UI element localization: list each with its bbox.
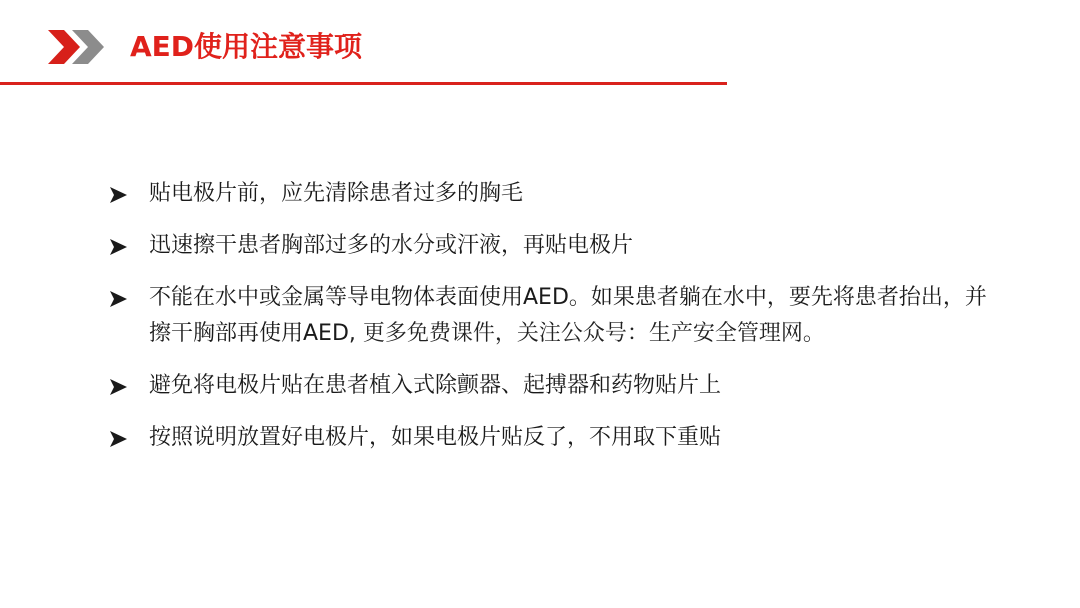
bullet-item bbox=[108, 280, 988, 352]
bullet-list bbox=[108, 176, 988, 472]
arrowhead-bullet-icon bbox=[108, 290, 128, 308]
arrowhead-bullet-icon bbox=[108, 378, 128, 396]
bullet-item bbox=[108, 176, 988, 212]
bullet-text: 贴电极片前，应先清除患者过多的胸毛 bbox=[149, 181, 524, 206]
title-divider bbox=[0, 82, 727, 85]
double-chevron-right-icon bbox=[46, 30, 106, 64]
footnote-text: , 更多免费课件，关注公众号：生产安全管理网。 bbox=[348, 321, 825, 346]
bullet-text: 迅速擦干患者胸部过多的水分或汗液，再贴电极片 bbox=[149, 233, 634, 258]
bullet-text-multiline bbox=[149, 280, 988, 352]
arrowhead-bullet-icon bbox=[108, 186, 128, 204]
bullet-item bbox=[108, 420, 988, 456]
bullet-text: 按照说明放置好电极片，如果电极片贴反了，不用取下重贴 bbox=[149, 425, 722, 450]
slide-title: AED使用注意事项 bbox=[130, 30, 363, 63]
bullet-item bbox=[108, 368, 988, 404]
bullet-main-text: 不能在水中或金属等导电物体表面使用AED。如果患者躺在水中，要先将患者抬出，并擦干胸部再使用AED bbox=[149, 285, 987, 346]
arrowhead-bullet-icon bbox=[108, 238, 128, 256]
arrowhead-bullet-icon bbox=[108, 430, 128, 448]
bullet-item bbox=[108, 228, 988, 264]
bullet-text: 避免将电极片贴在患者植入式除颤器、起搏器和药物贴片上 bbox=[149, 373, 722, 398]
